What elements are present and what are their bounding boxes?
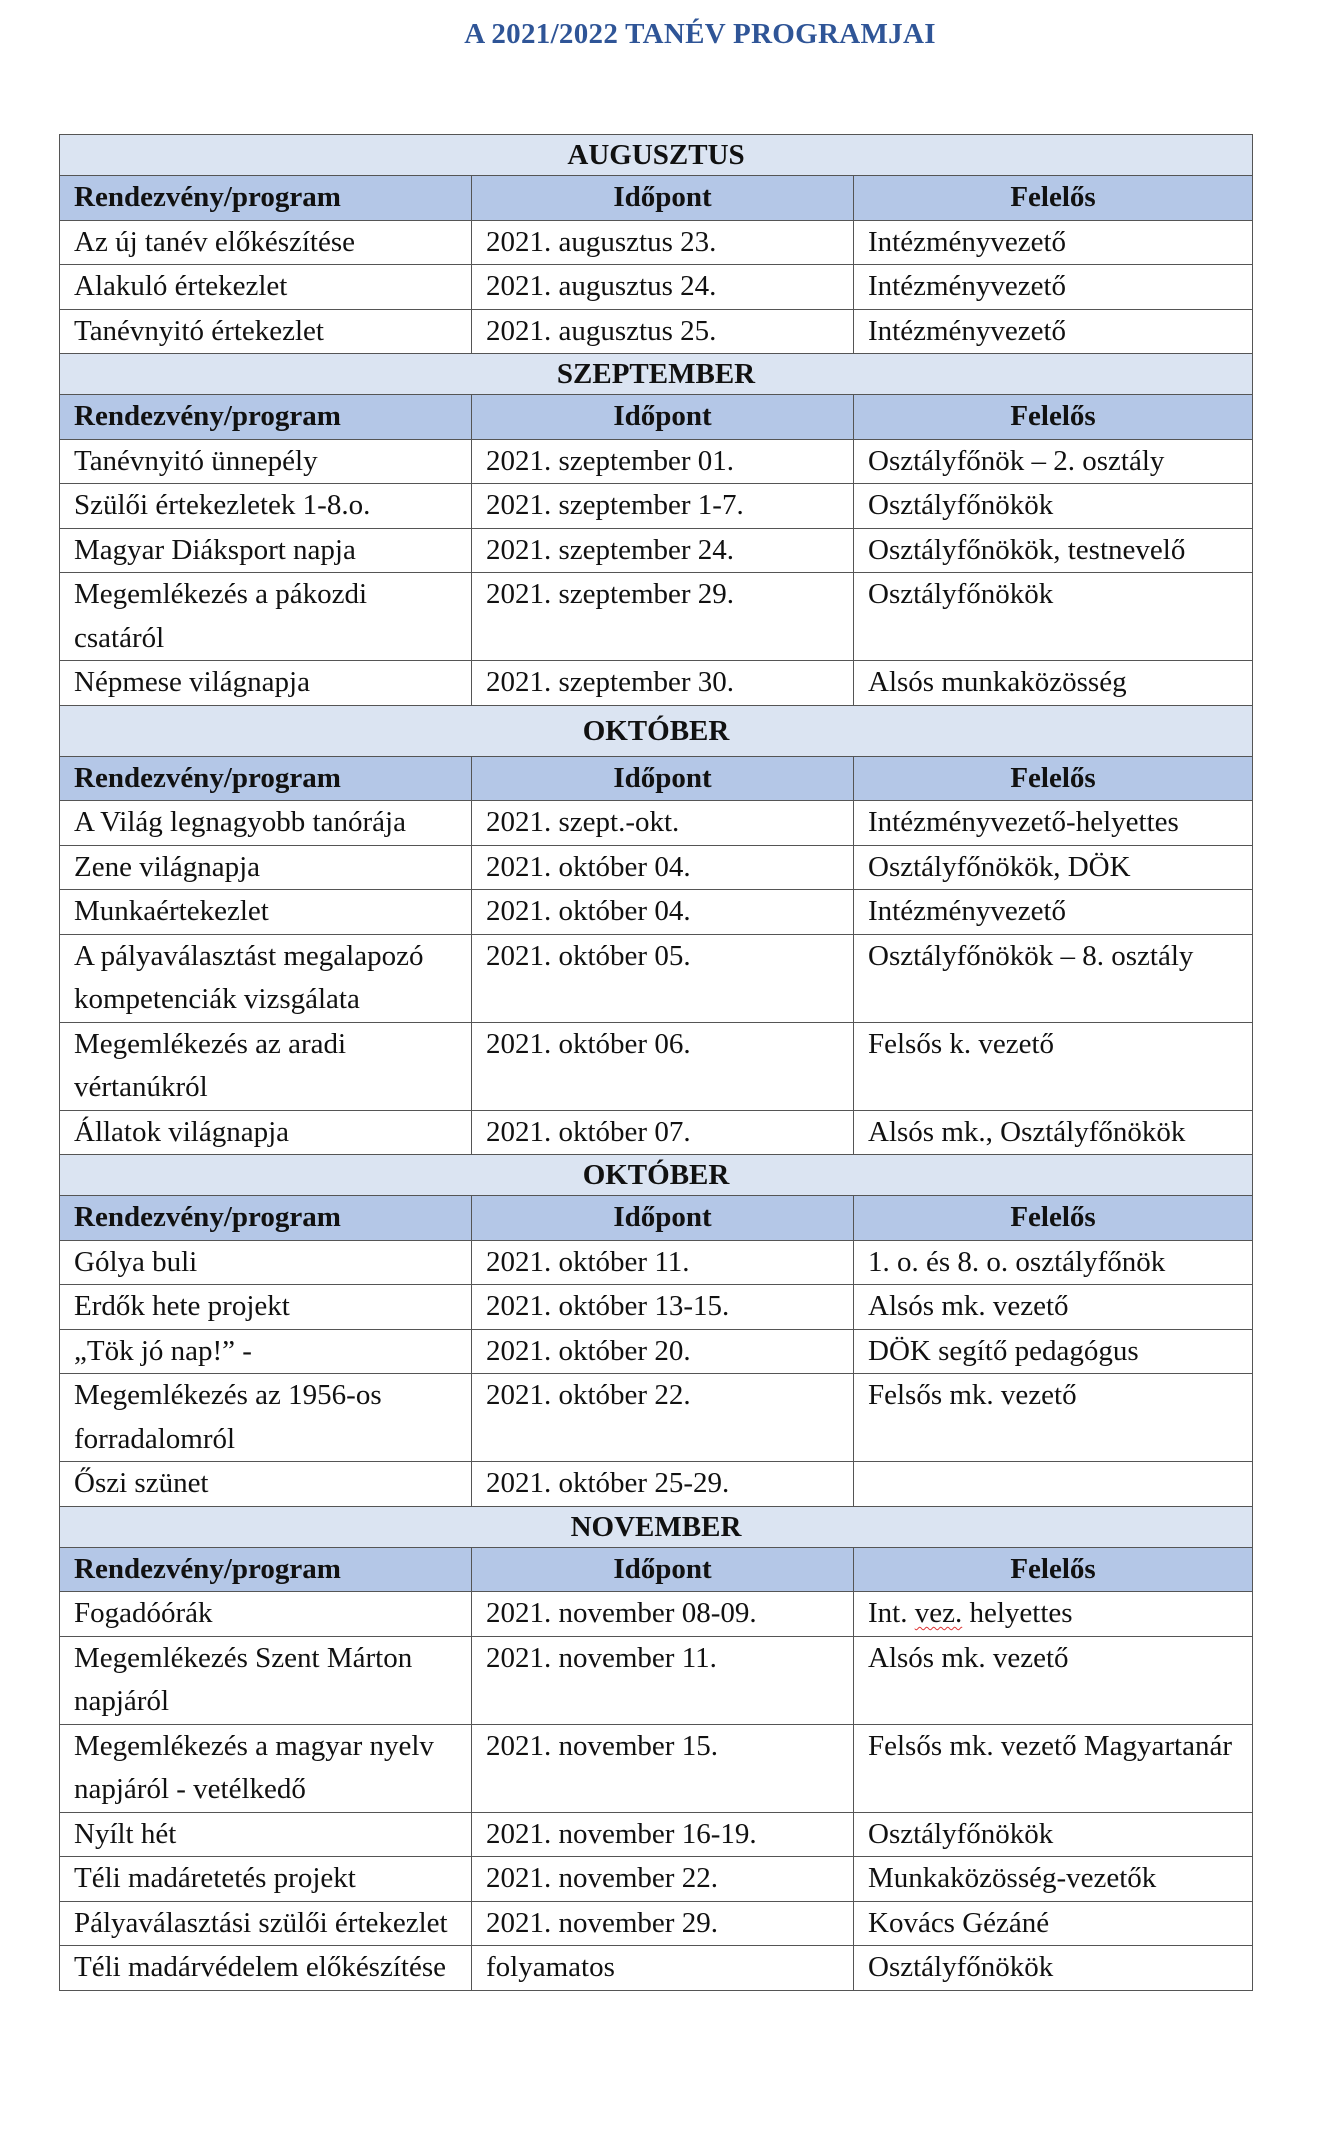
column-header-row — [60, 756, 1253, 801]
program-cell: Népmese világnapja — [60, 661, 472, 706]
program-cell: Téli madáretetés projekt — [60, 1857, 472, 1902]
responsible-cell: Intézményvezető — [854, 890, 1253, 935]
responsible-text: Int. — [868, 1597, 915, 1629]
column-header-row — [60, 395, 1253, 440]
table-row — [60, 1374, 1253, 1462]
column-header-program: Rendezvény/program — [60, 395, 472, 440]
date-cell: 2021. október 20. — [472, 1329, 854, 1374]
table-row — [60, 1285, 1253, 1330]
date-cell: 2021. október 04. — [472, 845, 854, 890]
column-header-program: Rendezvény/program — [60, 1547, 472, 1592]
date-cell: 2021. november 16-19. — [472, 1812, 854, 1857]
table-row — [60, 573, 1253, 661]
program-cell: Magyar Diáksport napja — [60, 528, 472, 573]
responsible-cell: Felsős mk. vezető Magyartanár — [854, 1724, 1253, 1812]
program-schedule-table — [59, 134, 1253, 1991]
program-cell: Szülői értekezletek 1-8.o. — [60, 484, 472, 529]
responsible-cell: Osztályfőnökök — [854, 573, 1253, 661]
table-row — [60, 309, 1253, 354]
column-header-responsible: Felelős — [854, 176, 1253, 221]
date-cell: 2021. szeptember 1-7. — [472, 484, 854, 529]
date-cell: 2021. november 22. — [472, 1857, 854, 1902]
date-cell: 2021. november 29. — [472, 1901, 854, 1946]
column-header-program: Rendezvény/program — [60, 176, 472, 221]
date-cell: 2021. augusztus 23. — [472, 220, 854, 265]
responsible-cell: Intézményvezető — [854, 220, 1253, 265]
program-cell: Megemlékezés Szent Márton napjáról — [60, 1636, 472, 1724]
column-header-date: Időpont — [472, 1196, 854, 1241]
date-cell: 2021. október 25-29. — [472, 1462, 854, 1507]
column-header-date: Időpont — [472, 395, 854, 440]
program-cell: Megemlékezés az 1956-os forradalomról — [60, 1374, 472, 1462]
table-row — [60, 1592, 1253, 1637]
column-header-row — [60, 1196, 1253, 1241]
month-title: NOVEMBER — [60, 1506, 1253, 1547]
date-cell: 2021. október 06. — [472, 1022, 854, 1110]
table-row — [60, 484, 1253, 529]
responsible-cell — [854, 1592, 1253, 1637]
month-title: AUGUSZTUS — [60, 135, 1253, 176]
month-header-row — [60, 135, 1253, 176]
responsible-cell: Munkaközösség-vezetők — [854, 1857, 1253, 1902]
program-cell: Pályaválasztási szülői értekezlet — [60, 1901, 472, 1946]
program-cell: A pályaválasztást megalapozó kompetenciák vizsgálata — [60, 934, 472, 1022]
responsible-cell: Alsós mk. vezető — [854, 1285, 1253, 1330]
program-cell: Megemlékezés a magyar nyelv napjáról - vetélkedő — [60, 1724, 472, 1812]
date-cell: 2021. szeptember 01. — [472, 439, 854, 484]
table-row — [60, 661, 1253, 706]
date-cell: 2021. október 13-15. — [472, 1285, 854, 1330]
table-row — [60, 220, 1253, 265]
table-row — [60, 439, 1253, 484]
program-cell: Megemlékezés a pákozdi csatáról — [60, 573, 472, 661]
date-cell: 2021. szept.-okt. — [472, 801, 854, 846]
month-title: OKTÓBER — [60, 705, 1253, 756]
responsible-cell: Osztályfőnökök, DÖK — [854, 845, 1253, 890]
table-row — [60, 1462, 1253, 1507]
program-cell: Alakuló értekezlet — [60, 265, 472, 310]
responsible-cell: DÖK segítő pedagógus — [854, 1329, 1253, 1374]
responsible-cell: Alsós mk. vezető — [854, 1636, 1253, 1724]
column-header-row — [60, 1547, 1253, 1592]
date-cell: 2021. október 11. — [472, 1240, 854, 1285]
program-cell: Megemlékezés az aradi vértanúkról — [60, 1022, 472, 1110]
column-header-row — [60, 176, 1253, 221]
table-row — [60, 845, 1253, 890]
responsible-cell: Intézményvezető — [854, 265, 1253, 310]
spellcheck-underlined-word: vez. — [914, 1597, 963, 1629]
date-cell: 2021. november 15. — [472, 1724, 854, 1812]
responsible-cell: Felsős mk. vezető — [854, 1374, 1253, 1462]
program-cell: Tanévnyitó értekezlet — [60, 309, 472, 354]
program-cell: Az új tanév előkészítése — [60, 220, 472, 265]
column-header-program: Rendezvény/program — [60, 1196, 472, 1241]
column-header-responsible: Felelős — [854, 1547, 1253, 1592]
program-cell: Téli madárvédelem előkészítése — [60, 1946, 472, 1991]
table-row — [60, 1110, 1253, 1155]
table-row — [60, 1724, 1253, 1812]
date-cell: 2021. október 07. — [472, 1110, 854, 1155]
program-cell: Erdők hete projekt — [60, 1285, 472, 1330]
program-cell: Őszi szünet — [60, 1462, 472, 1507]
table-row — [60, 1901, 1253, 1946]
table-row — [60, 801, 1253, 846]
responsible-cell: Osztályfőnökök, testnevelő — [854, 528, 1253, 573]
responsible-cell: Kovács Gézáné — [854, 1901, 1253, 1946]
date-cell: 2021. szeptember 24. — [472, 528, 854, 573]
column-header-date: Időpont — [472, 756, 854, 801]
program-cell: Munkaértekezlet — [60, 890, 472, 935]
table-row — [60, 1946, 1253, 1991]
month-title: OKTÓBER — [60, 1155, 1253, 1196]
table-row — [60, 1636, 1253, 1724]
program-cell: Zene világnapja — [60, 845, 472, 890]
date-cell: 2021. szeptember 29. — [472, 573, 854, 661]
responsible-cell — [854, 1462, 1253, 1507]
date-cell: folyamatos — [472, 1946, 854, 1991]
responsible-cell: Osztályfőnökök — [854, 1946, 1253, 1991]
column-header-date: Időpont — [472, 176, 854, 221]
responsible-cell: Intézményvezető — [854, 309, 1253, 354]
responsible-cell: Osztályfőnökök – 8. osztály — [854, 934, 1253, 1022]
date-cell: 2021. október 22. — [472, 1374, 854, 1462]
month-header-row — [60, 705, 1253, 756]
responsible-cell: 1. o. és 8. o. osztályfőnök — [854, 1240, 1253, 1285]
column-header-responsible: Felelős — [854, 395, 1253, 440]
program-cell: „Tök jó nap!” - — [60, 1329, 472, 1374]
month-header-row — [60, 1506, 1253, 1547]
month-title: SZEPTEMBER — [60, 354, 1253, 395]
responsible-text: helyettes — [962, 1597, 1073, 1629]
responsible-cell: Osztályfőnökök — [854, 484, 1253, 529]
table-row — [60, 1857, 1253, 1902]
responsible-cell: Osztályfőnök – 2. osztály — [854, 439, 1253, 484]
table-row — [60, 265, 1253, 310]
table-row — [60, 1022, 1253, 1110]
program-cell: Tanévnyitó ünnepély — [60, 439, 472, 484]
table-row — [60, 890, 1253, 935]
month-header-row — [60, 354, 1253, 395]
table-row — [60, 1240, 1253, 1285]
column-header-responsible: Felelős — [854, 756, 1253, 801]
program-cell: Fogadóórák — [60, 1592, 472, 1637]
table-row — [60, 934, 1253, 1022]
date-cell: 2021. augusztus 25. — [472, 309, 854, 354]
table-row — [60, 528, 1253, 573]
table-row — [60, 1329, 1253, 1374]
column-header-responsible: Felelős — [854, 1196, 1253, 1241]
program-cell: Állatok világnapja — [60, 1110, 472, 1155]
program-cell: Nyílt hét — [60, 1812, 472, 1857]
date-cell: 2021. október 05. — [472, 934, 854, 1022]
responsible-cell: Alsós mk., Osztályfőnökök — [854, 1110, 1253, 1155]
responsible-cell: Intézményvezető-helyettes — [854, 801, 1253, 846]
page-title: A 2021/2022 TANÉV PROGRAMJAI — [464, 18, 936, 50]
date-cell: 2021. november 11. — [472, 1636, 854, 1724]
table-row — [60, 1812, 1253, 1857]
month-header-row — [60, 1155, 1253, 1196]
date-cell: 2021. november 08-09. — [472, 1592, 854, 1637]
responsible-cell: Osztályfőnökök — [854, 1812, 1253, 1857]
date-cell: 2021. október 04. — [472, 890, 854, 935]
program-cell: A Világ legnagyobb tanórája — [60, 801, 472, 846]
responsible-cell: Felsős k. vezető — [854, 1022, 1253, 1110]
column-header-date: Időpont — [472, 1547, 854, 1592]
date-cell: 2021. augusztus 24. — [472, 265, 854, 310]
column-header-program: Rendezvény/program — [60, 756, 472, 801]
date-cell: 2021. szeptember 30. — [472, 661, 854, 706]
program-cell: Gólya buli — [60, 1240, 472, 1285]
responsible-cell: Alsós munkaközösség — [854, 661, 1253, 706]
